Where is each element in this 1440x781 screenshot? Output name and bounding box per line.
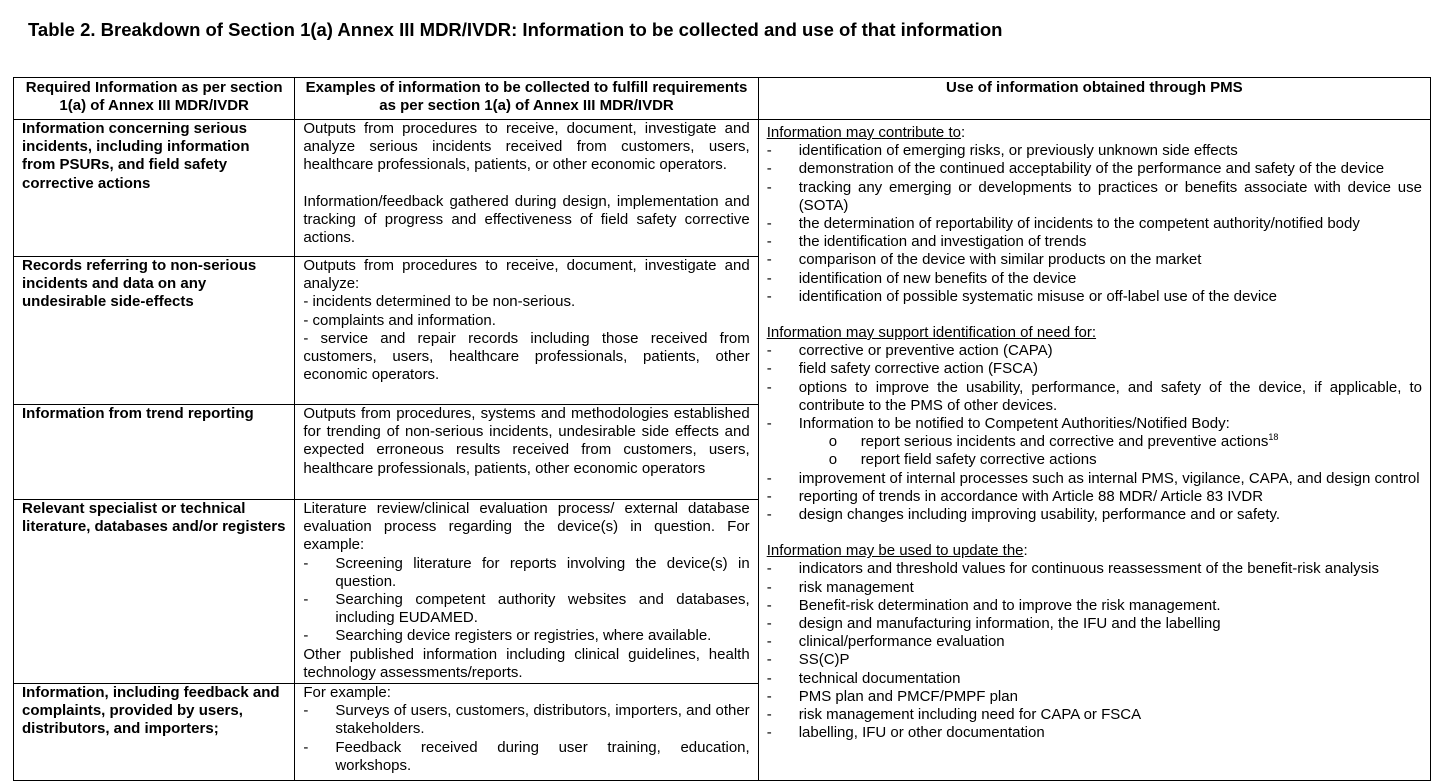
list-item	[767, 142, 1422, 160]
list-item: - service and repair records including those received from customers, users, healthcare professionals, patients, other economic operators.	[303, 329, 750, 384]
paragraph: Literature review/clinical evaluation process/ external database evaluation process regarding the device(s) in question. For example:	[303, 500, 750, 554]
list-text: tracking any emerging or developments to practices or benefits associate with device use (SOTA)	[798, 178, 1422, 214]
dash-marker: -	[766, 160, 772, 178]
list-text: the identification and investigation of trends	[798, 233, 1087, 251]
list-text: risk management including need for CAPA or FSCA	[798, 706, 1142, 724]
list-text: Feedback received during user training, education, workshops.	[335, 738, 750, 774]
circle-bullet-icon: o	[828, 433, 838, 451]
list-text: SS(C)P	[798, 651, 850, 669]
circle-bullet-icon: o	[828, 451, 838, 469]
list-text: indicators and threshold values for continuous reassessment of the benefit-risk analysis	[798, 560, 1379, 578]
dash-marker: -	[766, 215, 772, 233]
dash-marker: -	[766, 687, 772, 705]
list-text: reporting of trends in accordance with Article 88 MDR/ Article 83 IVDR	[798, 487, 1264, 505]
paragraph: Outputs from procedures to receive, document, investigate and analyze serious incidents received from customers, users, healthcare professionals, patients, or other economic operators.	[303, 120, 750, 174]
dash-marker: -	[766, 342, 772, 360]
list-item	[767, 215, 1422, 233]
list-text: field safety corrective action (FSCA)	[798, 360, 1038, 378]
required-info-cell: Information from trend reporting	[14, 405, 295, 500]
paragraph: Outputs from procedures to receive, document, investigate and analyze:	[303, 257, 750, 293]
required-info-cell: Relevant specialist or technical literature, databases and/or registers	[14, 500, 295, 684]
dash-marker: -	[766, 724, 772, 742]
list-item	[767, 233, 1422, 251]
list-text: report field safety corrective actions	[860, 451, 1097, 469]
list-item	[767, 270, 1422, 288]
dash-marker: -	[766, 706, 772, 724]
dash-marker: -	[766, 360, 772, 378]
list-item	[767, 633, 1422, 651]
dash-marker: -	[766, 578, 772, 596]
list-text: clinical/performance evaluation	[798, 633, 1005, 651]
list-item	[767, 342, 1422, 360]
header-required-information: Required Information as per section 1(a) of Annex III MDR/IVDR	[14, 78, 295, 120]
dash-marker: -	[766, 415, 772, 433]
support-heading: Information may support identification of need for:	[766, 324, 1097, 342]
dash-marker: -	[766, 651, 772, 669]
list-text: identification of new benefits of the device	[798, 269, 1077, 287]
list-item	[767, 160, 1422, 178]
list-item	[767, 488, 1422, 506]
dash-marker: -	[766, 669, 772, 687]
list-text: corrective or preventive action (CAPA)	[798, 342, 1053, 360]
list-item	[767, 288, 1422, 306]
heading-colon: :	[1023, 542, 1028, 560]
list-item	[767, 688, 1422, 706]
list-item	[767, 724, 1422, 742]
sub-list-item	[767, 433, 1422, 451]
list-item	[767, 670, 1422, 688]
list-text: the determination of reportability of incidents to the competent authority/notified body	[798, 215, 1360, 233]
table-title: Table 2. Breakdown of Section 1(a) Annex III MDR/IVDR: Information to be collected and use of that information	[28, 19, 1003, 40]
dash-marker: -	[303, 627, 309, 645]
list-text: design and manufacturing information, the IFU and the labelling	[798, 615, 1221, 633]
list-item	[767, 379, 1422, 415]
list-item	[303, 591, 749, 627]
dash-marker: -	[303, 591, 309, 609]
list-item	[767, 415, 1422, 433]
list-item	[303, 627, 749, 645]
list-text: technical documentation	[798, 669, 961, 687]
table-row	[14, 120, 1431, 257]
list-item	[767, 615, 1422, 633]
header-examples: Examples of information to be collected to fulfill requirements as per section 1(a) of Annex III MDR/IVDR	[295, 78, 758, 120]
list-item	[767, 651, 1422, 669]
list-item	[767, 470, 1422, 488]
paragraph: Other published information including clinical guidelines, health technology assessments/reports.	[303, 645, 750, 681]
list-item	[767, 251, 1422, 269]
list-item: - incidents determined to be non-serious.	[303, 293, 576, 311]
dash-marker: -	[766, 487, 772, 505]
list-item	[767, 360, 1422, 378]
dash-marker: -	[766, 596, 772, 614]
dash-marker: -	[766, 178, 772, 196]
examples-cell	[295, 257, 758, 405]
examples-cell	[295, 405, 758, 500]
list-text: PMS plan and PMCF/PMPF plan	[798, 687, 1018, 705]
list-text: Surveys of users, customers, distributors, importers, and other stakeholders.	[335, 702, 750, 738]
paragraph: Information/feedback gathered during design, implementation and tracking of progress and effectiveness of field safety corrective actions.	[303, 192, 750, 247]
list-text: Information to be notified to Competent Authorities/Notified Body:	[798, 415, 1230, 433]
list-text: identification of emerging risks, or previously unknown side effects	[798, 142, 1238, 160]
dash-marker: -	[766, 560, 772, 578]
list-text: Searching device registers or registries, where available.	[335, 627, 712, 645]
list-item	[303, 739, 749, 775]
list-item	[767, 179, 1422, 215]
list-text: labelling, IFU or other documentation	[798, 724, 1045, 742]
list-text: report serious incidents and corrective and preventive actions	[860, 433, 1269, 451]
list-text: Screening literature for reports involving the device(s) in question.	[335, 554, 750, 590]
paragraph: For example:	[303, 684, 391, 701]
examples-cell	[295, 684, 758, 781]
dash-marker: -	[303, 554, 309, 572]
dash-marker: -	[766, 233, 772, 251]
dash-marker: -	[766, 251, 772, 269]
list-text: options to improve the usability, performance, and safety of the device, if applicable, to contribute to the PMS of other devices.	[798, 378, 1422, 414]
update-heading: Information may be used to update the	[766, 542, 1024, 560]
header-row	[14, 78, 1431, 120]
list-text: identification of possible systematic misuse or off-label use of the device	[798, 287, 1277, 305]
list-text: design changes including improving usability, performance and or safety.	[798, 506, 1281, 524]
list-item: - complaints and information.	[303, 311, 496, 329]
paragraph: Outputs from procedures, systems and methodologies established for trending of non-serious incidents, undesirable side effects and expected erroneous results received from customers, users, healthcare professionals, patients, other economic operators	[303, 405, 750, 477]
annex-iii-table	[13, 77, 1431, 781]
list-item	[303, 702, 749, 738]
list-text: comparison of the device with similar products on the market	[798, 251, 1202, 269]
list-text: Searching competent authority websites and databases, including EUDAMED.	[335, 591, 750, 627]
list-item	[767, 579, 1422, 597]
examples-cell	[295, 120, 758, 257]
list-item	[767, 560, 1422, 578]
dash-marker: -	[766, 469, 772, 487]
dash-marker: -	[766, 506, 772, 524]
dash-marker: -	[766, 615, 772, 633]
header-use-of-information: Use of information obtained through PMS	[758, 78, 1430, 120]
dash-marker: -	[766, 633, 772, 651]
use-of-information-cell	[758, 120, 1430, 781]
list-text: demonstration of the continued acceptability of the performance and safety of the device	[798, 160, 1385, 178]
dash-marker: -	[766, 142, 772, 160]
dash-marker: -	[303, 702, 309, 720]
list-item	[767, 506, 1422, 524]
heading-colon: :	[960, 124, 966, 141]
required-info-cell: Records referring to non-serious incidents and data on any undesirable side-effects	[14, 257, 295, 405]
dash-marker: -	[303, 738, 309, 756]
footnote-ref: 18	[1268, 432, 1279, 443]
list-text: risk management	[798, 578, 914, 596]
contribute-heading: Information may contribute to	[766, 124, 961, 141]
required-info-cell: Information, including feedback and complaints, provided by users, distributors, and importers;	[14, 684, 295, 781]
list-text: Benefit-risk determination and to improve the risk management.	[798, 596, 1221, 614]
sub-list-item	[767, 451, 1422, 469]
dash-marker: -	[766, 269, 772, 287]
examples-cell	[295, 500, 758, 684]
list-item	[767, 706, 1422, 724]
list-item	[767, 597, 1422, 615]
list-item	[303, 555, 749, 591]
dash-marker: -	[766, 287, 772, 305]
list-text: improvement of internal processes such as internal PMS, vigilance, CAPA, and design control	[798, 469, 1420, 487]
dash-marker: -	[766, 378, 772, 396]
required-info-cell: Information concerning serious incidents, including information from PSURs, and field safety corrective actions	[14, 120, 295, 257]
